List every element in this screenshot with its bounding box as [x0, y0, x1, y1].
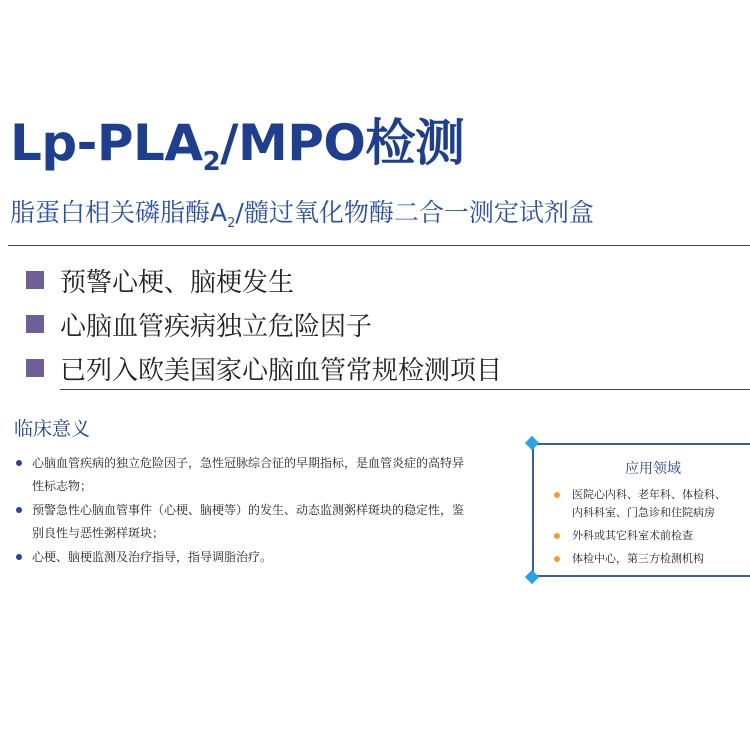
- feature-list: [26, 258, 502, 390]
- page-title: $Lp-PLA_2$/MPO检测: [10, 114, 465, 177]
- square-bullet-icon: [26, 315, 44, 333]
- feature-text: 心脑血管疾病独立危险因子: [60, 311, 373, 342]
- application-item: 外科或其它科室术前检查: [554, 527, 726, 545]
- dot-bullet-icon: [16, 554, 22, 560]
- clinical-item: 心脑血管疾病的独立危险因子，急性冠脉综合征的早期指标，是血管炎症的高特异性标志物；: [16, 452, 466, 498]
- dot-bullet-icon: [16, 507, 22, 513]
- clinical-item: 心梗、脑梗监测及治疗指导，指导调脂治疗。: [16, 546, 466, 569]
- feature-item: [26, 302, 502, 346]
- feature-item: [26, 346, 502, 390]
- top-divider: [8, 245, 750, 246]
- clinical-item: 预警急性心脑血管事件（心梗、脑梗等）的发生、动态监测粥样斑块的稳定性，鉴别良性与恶性粥样斑块；: [16, 499, 466, 545]
- page-subtitle: 脂蛋白相关磷脂酶$A_2/$髓过氧化物酶二合一测定试剂盒: [10, 198, 594, 231]
- clinical-heading: 临床意义: [14, 418, 91, 440]
- application-list: [554, 486, 726, 573]
- dot-bullet-icon: [554, 492, 560, 498]
- clinical-list: [16, 452, 466, 570]
- dot-bullet-icon: [554, 556, 560, 562]
- square-bullet-icon: [26, 271, 44, 289]
- application-item: 体检中心，第三方检测机构: [554, 550, 726, 568]
- dot-bullet-icon: [16, 460, 22, 466]
- feature-text: 预警心梗、脑梗发生: [60, 267, 295, 298]
- bottom-divider: [60, 389, 750, 390]
- feature-item: [26, 258, 502, 302]
- application-item: 医院心内科、老年科、体检科、 内科科室、门急诊和住院病房: [554, 486, 726, 522]
- square-bullet-icon: [26, 359, 44, 377]
- dot-bullet-icon: [554, 533, 560, 539]
- feature-text: 已列入欧美国家心脑血管常规检测项目: [60, 355, 503, 386]
- application-heading: 应用领域: [625, 461, 681, 477]
